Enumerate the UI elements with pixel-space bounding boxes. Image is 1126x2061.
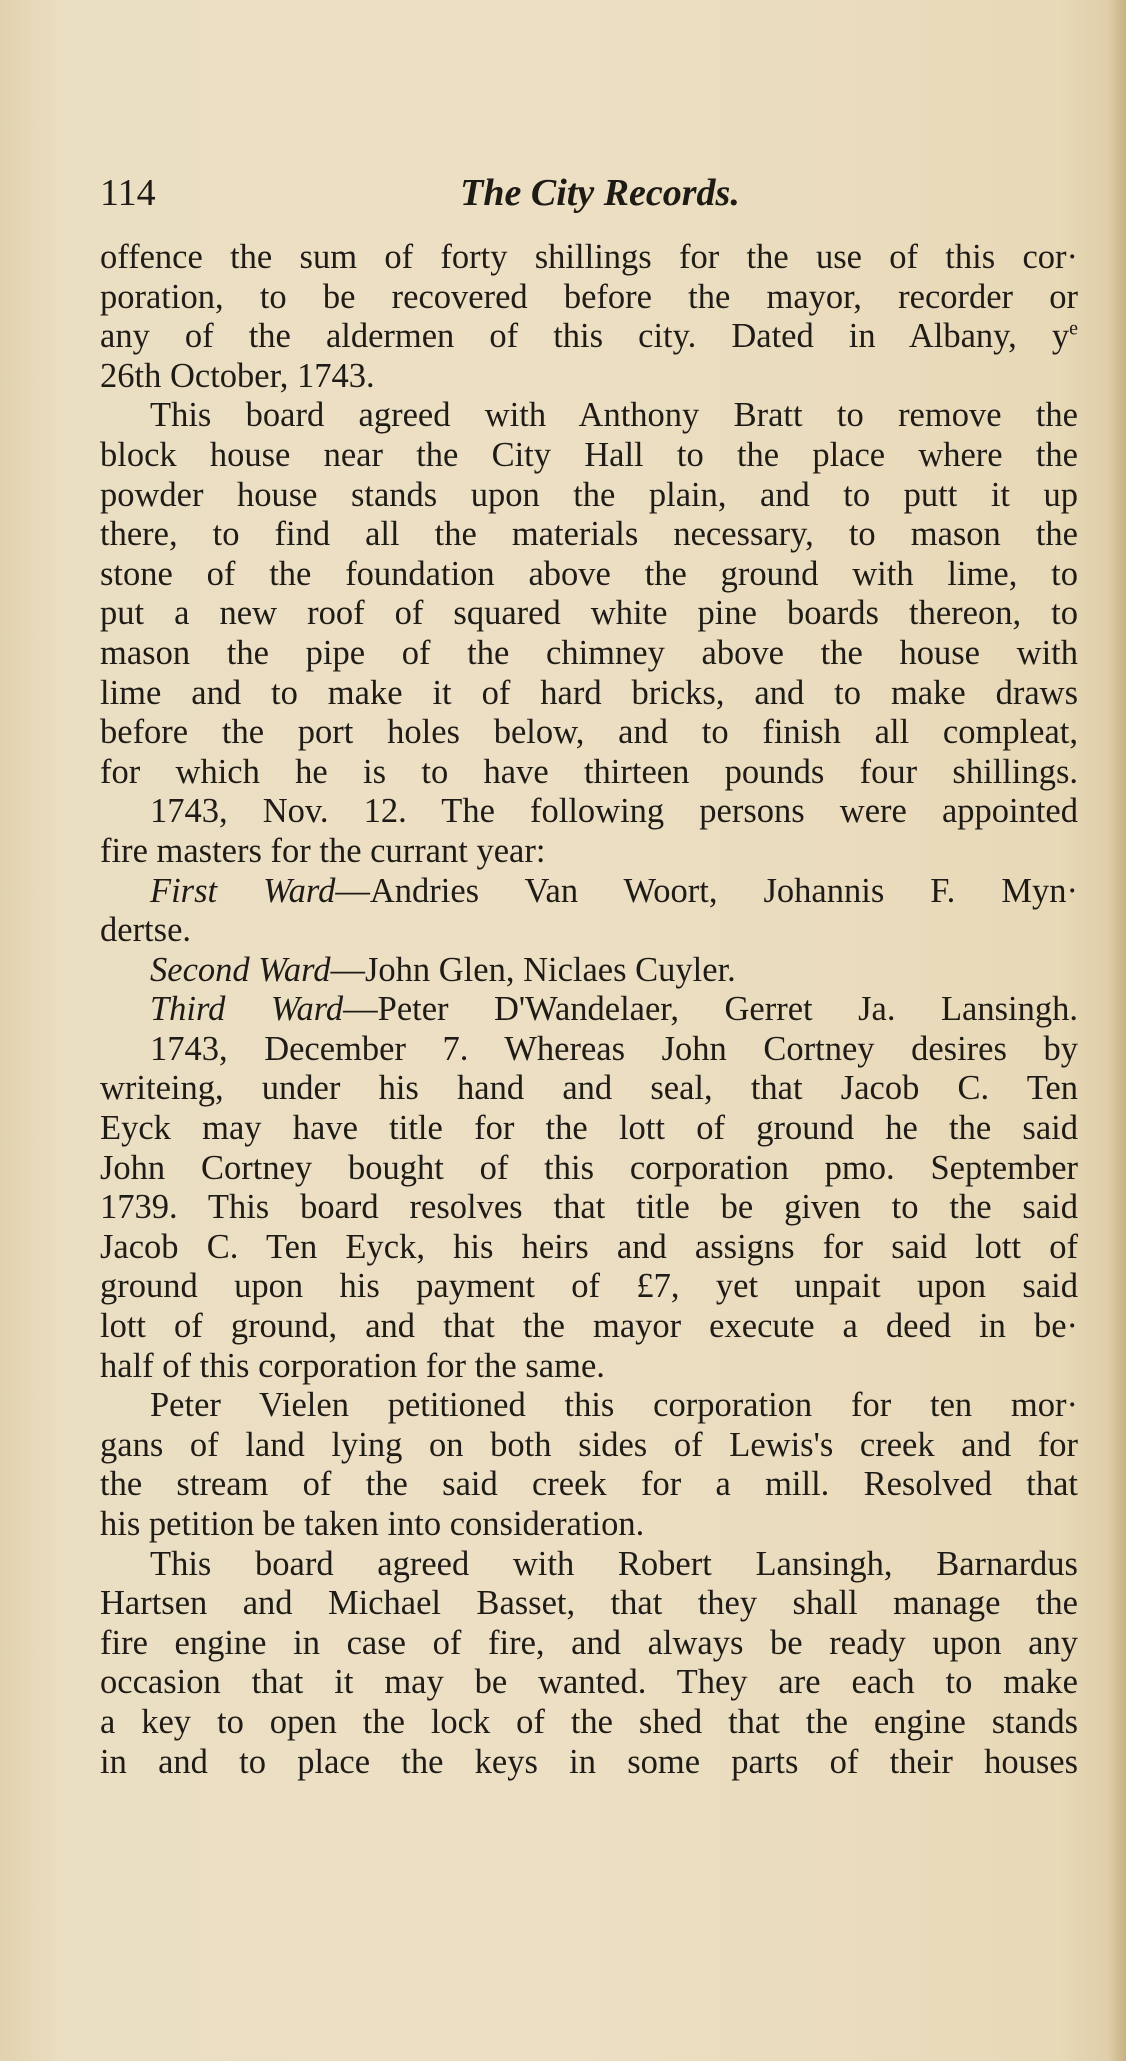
text-line: the stream of the said creek for a mill. Resolved that xyxy=(100,1465,1078,1504)
text-line-content: —John Glen, Niclaes Cuyler. xyxy=(330,950,736,989)
text-line: This board agreed with Anthony Bratt to remove the xyxy=(150,396,1078,435)
text-line: This board agreed with Robert Lansingh, Barnardus xyxy=(150,1544,1078,1583)
text-line: lott of ground, and that the mayor execute a deed in be· xyxy=(100,1307,1078,1346)
text-line: John Cortney bought of this corporation pmo. September xyxy=(100,1148,1078,1187)
text-line: poration, to be recovered before the mayor, recorder or xyxy=(100,277,1078,316)
text-line xyxy=(100,990,1078,1030)
text-line-content: —Peter D'Wandelaer, Gerret Ja. Lansingh. xyxy=(343,990,1078,1029)
text-line: his petition be taken into consideration. xyxy=(100,1505,645,1543)
text-line: block house near the City Hall to the place where the xyxy=(100,435,1078,474)
text-line: before the port holes below, and to finish all compleat, xyxy=(100,713,1078,752)
text-line xyxy=(100,951,1078,991)
text-line-content: —Andries Van Woort, Johannis F. Myn· xyxy=(335,871,1078,910)
text-line: 26th October, 1743. xyxy=(100,356,375,395)
paragraph-second-ward xyxy=(100,951,1078,991)
text-line: Jacob C. Ten Eyck, his heirs and assigns for said lott of xyxy=(100,1227,1078,1266)
text-line: gans of land lying on both sides of Lewis's creek and for xyxy=(100,1425,1078,1464)
text-line xyxy=(100,317,1078,357)
text-line: occasion that it may be wanted. They are each to make xyxy=(100,1663,1078,1702)
text-line xyxy=(100,872,1078,912)
superscript-e: e xyxy=(1069,317,1078,340)
page-number: 114 xyxy=(100,172,156,214)
ward-label: First Ward xyxy=(150,871,336,910)
text-line: lime and to make it of hard bricks, and to make draws xyxy=(100,673,1078,712)
ward-label: Third Ward xyxy=(150,990,344,1029)
text-line: 1743, December 7. Whereas John Cortney desires by xyxy=(150,1029,1078,1068)
text-line: mason the pipe of the chimney above the house with xyxy=(100,633,1078,672)
text-line: a key to open the lock of the shed that the engine stands xyxy=(100,1702,1078,1741)
text-line: half of this corporation for the same. xyxy=(100,1346,605,1385)
text-line: 1743, Nov. 12. The following persons were appointed xyxy=(150,792,1078,831)
paragraph-1 xyxy=(100,238,1078,396)
text-line: powder house stands upon the plain, and to putt it up xyxy=(100,475,1078,514)
page-edge-shadow xyxy=(1108,0,1126,2061)
page-header xyxy=(100,168,1080,218)
text-line: Hartsen and Michael Basset, that they shall manage the xyxy=(100,1584,1078,1623)
text-line: 1739. This board resolves that title be given to the said xyxy=(100,1188,1078,1227)
paragraph-6 xyxy=(100,1545,1078,1783)
text-line: in and to place the keys in some parts of their houses xyxy=(100,1742,1078,1781)
text-line: fire masters for the currant year: xyxy=(100,831,546,870)
paragraph-third-ward xyxy=(100,990,1078,1030)
text-line: there, to find all the materials necessary, to mason the xyxy=(100,515,1078,554)
paragraph-first-ward xyxy=(100,872,1078,951)
paragraph-2 xyxy=(100,396,1078,792)
running-head: The City Records. xyxy=(460,172,740,214)
paragraph-4 xyxy=(100,1030,1078,1386)
text-line: stone of the foundation above the ground with lime, to xyxy=(100,554,1078,593)
text-line: put a new roof of squared white pine boards thereon, to xyxy=(100,594,1078,633)
text-line: Peter Vielen petitioned this corporation for ten mor· xyxy=(150,1386,1078,1425)
text-line: fire engine in case of fire, and always be ready upon any xyxy=(100,1623,1078,1662)
text-line: offence the sum of forty shillings for the use of this cor· xyxy=(100,238,1078,276)
text-line-content: any of the aldermen of this city. Dated in Albany, y xyxy=(100,317,1070,356)
paragraph-5 xyxy=(100,1386,1078,1544)
body-text xyxy=(100,238,1078,1782)
text-line: for which he is to have thirteen pounds four shillings. xyxy=(100,752,1078,791)
ward-label: Second Ward xyxy=(150,950,331,989)
text-line: dertse. xyxy=(100,911,192,950)
text-line: Eyck may have title for the lott of ground he the said xyxy=(100,1109,1078,1148)
text-line: writeing, under his hand and seal, that Jacob C. Ten xyxy=(100,1069,1078,1108)
paragraph-3 xyxy=(100,792,1078,871)
text-line: ground upon his payment of £7, yet unpait upon said xyxy=(100,1267,1078,1306)
